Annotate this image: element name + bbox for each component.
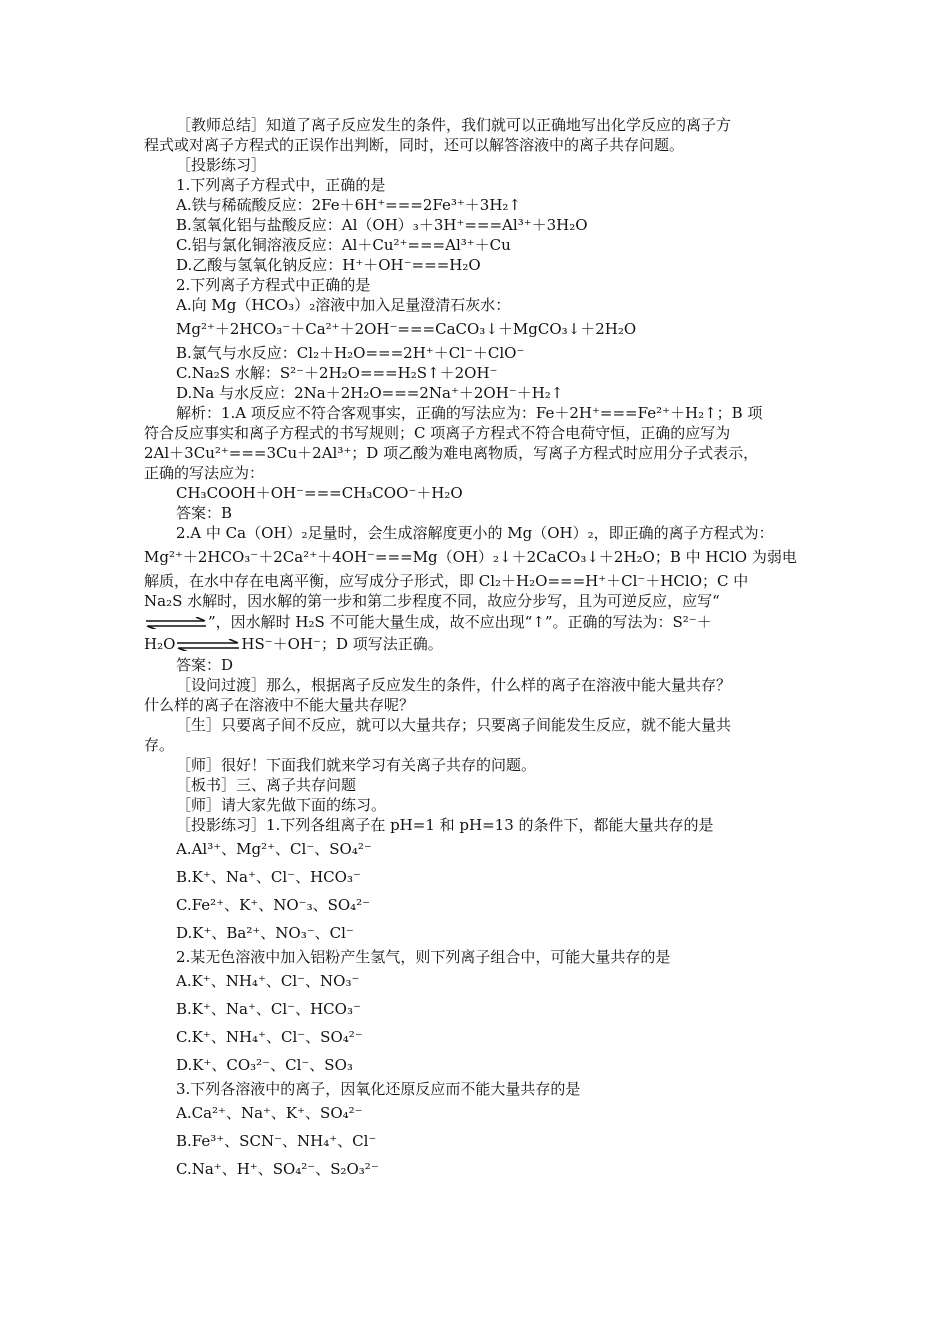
- text-line: CH₃COOH＋OH⁻===CH₃COO⁻＋H₂O: [176, 484, 463, 502]
- reversible-arrow-icon: [144, 617, 208, 629]
- text-line: 2.某无色溶液中加入铝粉产生氢气，则下列离子组合中，可能大量共存的是: [176, 948, 671, 966]
- text-line: A.铁与稀硫酸反应：2Fe＋6H⁺===2Fe³⁺＋3H₂↑: [176, 196, 522, 214]
- text-line: 什么样的离子在溶液中不能大量共存呢？: [144, 696, 415, 714]
- arrow-line-1: [144, 611, 810, 633]
- text-line: 解质，在水中存在电离平衡，应写成分子形式，即 Cl₂＋H₂O===H⁺＋Cl⁻＋HClO；C 中: [144, 572, 749, 590]
- text-line: A.向 Mg（HCO₃）₂溶液中加入足量澄清石灰水：: [176, 296, 511, 314]
- text-line: Mg²⁺＋2HCO₃⁻＋Ca²⁺＋2OH⁻===CaCO₃↓＋MgCO₃↓＋2H₂O: [176, 320, 637, 338]
- arrow-line-1-text: ”，因水解时 H₂S 不可能大量生成，故不应出现“↑”。正确的写法为：S²⁻＋: [208, 613, 712, 631]
- text-line: B.氯气与水反应：Cl₂＋H₂O===2H⁺＋Cl⁻＋ClO⁻: [176, 344, 525, 362]
- text-line: 正确的写法应为：: [144, 464, 265, 482]
- arrow-line-2-prefix: H₂O: [144, 635, 176, 653]
- reversible-arrow-icon: [175, 639, 241, 651]
- text-line: 2Al＋3Cu²⁺===3Cu＋2Al³⁺；D 项乙酸为难电离物质，写离子方程式时应用分子式表示，: [144, 444, 759, 462]
- text-line: A.Al³⁺、Mg²⁺、Cl⁻、SO₄²⁻: [176, 840, 372, 858]
- text-line: B.K⁺、Na⁺、Cl⁻、HCO₃⁻: [176, 868, 361, 886]
- text-line: 答案：B: [176, 504, 233, 522]
- text-line: 2.A 中 Ca（OH）₂足量时，会生成溶解度更小的 Mg（OH）₂，即正确的离子方程式为：: [176, 524, 774, 542]
- text-line: A.K⁺、NH₄⁺、Cl⁻、NO₃⁻: [176, 972, 360, 990]
- text-line: B.K⁺、Na⁺、Cl⁻、HCO₃⁻: [176, 1000, 361, 1018]
- text-line: ［设问过渡］那么，根据离子反应发生的条件，什么样的离子在溶液中能大量共存？: [176, 676, 732, 694]
- text-line: D.K⁺、Ba²⁺、NO₃⁻、Cl⁻: [176, 924, 354, 942]
- arrow-line-2-text: HS⁻＋OH⁻；D 项写法正确。: [241, 635, 443, 653]
- text-line: Mg²⁺＋2HCO₃⁻＋2Ca²⁺＋4OH⁻===Mg（OH）₂↓＋2CaCO₃↓＋2H₂O；B 中 HClO 为弱电: [144, 548, 797, 566]
- text-line: 解析：1.A 项反应不符合客观事实，正确的写法应为：Fe＋2H⁺===Fe²⁺＋H₂↑；B 项: [176, 404, 763, 422]
- text-line: C.Na₂S 水解：S²⁻＋2H₂O===H₂S↑＋2OH⁻: [176, 364, 498, 382]
- text-line: 3.下列各溶液中的离子，因氧化还原反应而不能大量共存的是: [176, 1080, 581, 1098]
- text-line: 符合反应事实和离子方程式的书写规则；C 项离子方程式不符合电荷守恒，正确的应写为: [144, 424, 731, 442]
- text-line: ［板书］三、离子共存问题: [176, 776, 357, 794]
- text-line: C.K⁺、NH₄⁺、Cl⁻、SO₄²⁻: [176, 1028, 363, 1046]
- lesson-block-1: [144, 115, 810, 611]
- text-line: ［师］请大家先做下面的练习。: [176, 796, 387, 814]
- text-line: C.Fe²⁺、K⁺、NO⁻₃、SO₄²⁻: [176, 896, 371, 914]
- text-line: C.铝与氯化铜溶液反应：Al＋Cu²⁺===Al³⁺＋Cu: [176, 236, 511, 254]
- text-line: ［投影练习］1.下列各组离子在 pH=1 和 pH=13 的条件下，都能大量共存的是: [176, 816, 714, 834]
- text-line: ［师］很好！下面我们就来学习有关离子共存的问题。: [176, 756, 537, 774]
- text-line: ［投影练习］: [176, 156, 267, 174]
- text-line: 存。: [144, 736, 175, 754]
- text-line: D.Na 与水反应：2Na＋2H₂O===2Na⁺＋2OH⁻＋H₂↑: [176, 384, 564, 402]
- text-line: 2.下列离子方程式中正确的是: [176, 276, 371, 294]
- text-line: D.乙酸与氢氧化钠反应：H⁺＋OH⁻===H₂O: [176, 256, 481, 274]
- text-line: ［教师总结］知道了离子反应发生的条件，我们就可以正确地写出化学反应的离子方: [176, 116, 732, 134]
- text-line: ［生］只要离子间不反应，就可以大量共存；只要离子间能发生反应，就不能大量共: [176, 716, 732, 734]
- text-line: A.Ca²⁺、Na⁺、K⁺、SO₄²⁻: [176, 1104, 363, 1122]
- text-line: 答案：D: [176, 656, 234, 674]
- text-line: D.K⁺、CO₃²⁻、Cl⁻、SO₃: [176, 1056, 353, 1074]
- text-line: 1.下列离子方程式中，正确的是: [176, 176, 386, 194]
- text-line: B.Fe³⁺、SCN⁻、NH₄⁺、Cl⁻: [176, 1132, 377, 1150]
- text-line: B.氢氧化铝与盐酸反应：Al（OH）₃＋3H⁺===Al³⁺＋3H₂O: [176, 216, 588, 234]
- text-line: C.Na⁺、H⁺、SO₄²⁻、S₂O₃²⁻: [176, 1160, 379, 1178]
- text-line: Na₂S 水解时，因水解的第一步和第二步程度不同，故应分步写，且为可逆反应，应写“: [144, 592, 720, 610]
- arrow-line-2: [144, 633, 810, 655]
- lesson-block-2: [144, 655, 810, 1183]
- text-line: 程式或对离子方程式的正误作出判断，同时，还可以解答溶液中的离子共存问题。: [144, 136, 685, 154]
- document-body: [144, 115, 810, 1183]
